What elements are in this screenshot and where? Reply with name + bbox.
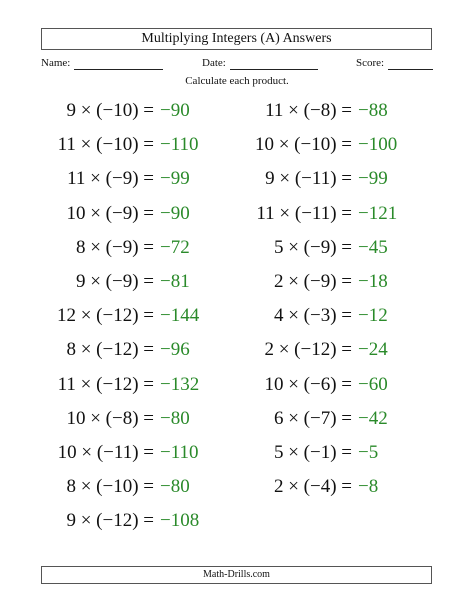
problem-expression-text: 10 × (−8) = (66, 407, 154, 429)
problem-answer: −81 (160, 271, 190, 292)
problem-answer: −8 (358, 476, 379, 498)
problem-answer: −90 (160, 100, 190, 121)
problem-answer: −90 (160, 202, 190, 224)
problem-expression (0, 96, 352, 126)
problem-expression-text: 9 × (−12) = (66, 510, 154, 532)
problem-expression-text: 10 × (−10) = (254, 134, 352, 156)
problem-expression (0, 199, 352, 229)
problem-expression-text: 5 × (−1) = (273, 442, 352, 463)
problem-expression-text: 11 × (−12) = (57, 373, 154, 395)
problem-answer: −88 (358, 100, 388, 121)
instructions: Calculate each product. (185, 75, 289, 87)
problem-expression (0, 130, 352, 160)
problem-expression (0, 301, 352, 331)
problem-expression (0, 472, 352, 502)
problem-answer: −80 (160, 407, 190, 429)
problem-expression-text: 2 × (−12) = (264, 339, 352, 361)
problem-expression-text: 4 × (−3) = (273, 305, 352, 327)
problem-expression-text: 5 × (−9) = (273, 236, 352, 258)
problem-expression-text: 11 × (−9) = (67, 168, 154, 190)
score-label: Score: (356, 57, 385, 69)
date-blank (230, 69, 318, 70)
problem-expression-text: 8 × (−10) = (66, 476, 154, 498)
problem-answer: −144 (160, 305, 200, 327)
problem-expression (0, 506, 154, 536)
problem-expression (0, 267, 352, 297)
problem-answer: −100 (358, 134, 398, 156)
problem-expression-text: 9 × (−11) = (265, 168, 352, 190)
problem-expression-text: 11 × (−11) = (256, 202, 352, 224)
problem-expression (0, 335, 352, 365)
problem-answer: −24 (358, 339, 388, 361)
problem-answer: −96 (160, 339, 190, 361)
problem-expression-text: 10 × (−11) = (57, 442, 154, 463)
footer-site: Math-Drills.com (41, 566, 432, 584)
problem-answer: −45 (358, 236, 388, 258)
problem-answer: −108 (160, 510, 200, 532)
name-label: Name: (41, 57, 71, 69)
problem-expression-text: 11 × (−8) = (265, 100, 352, 121)
problem-expression-text: 9 × (−10) = (66, 100, 154, 121)
worksheet-title: Multiplying Integers (A) Answers (41, 28, 432, 50)
problem-expression-text: 8 × (−12) = (66, 339, 154, 361)
problem-expression (0, 438, 352, 468)
problem-answer: −12 (358, 305, 388, 327)
problem-expression-text: 9 × (−9) = (75, 271, 154, 292)
problem-expression (0, 164, 352, 194)
problem-expression (0, 404, 352, 434)
problem-answer: −80 (160, 476, 190, 498)
problem-answer: −121 (358, 202, 398, 224)
problem-expression-text: 8 × (−9) = (75, 236, 154, 258)
date-label: Date: (202, 57, 226, 69)
name-blank (74, 69, 163, 70)
problem-answer: −99 (160, 168, 190, 190)
problem-expression-text: 6 × (−7) = (273, 407, 352, 429)
problem-expression-text: 2 × (−9) = (273, 271, 352, 292)
problem-answer: −42 (358, 407, 388, 429)
problem-expression-text: 2 × (−4) = (273, 476, 352, 498)
problem-expression-text: 10 × (−6) = (264, 373, 352, 395)
problem-answer: −110 (160, 134, 199, 156)
problem-answer: −132 (160, 373, 200, 395)
problem-expression-text: 12 × (−12) = (56, 305, 154, 327)
problem-answer: −110 (160, 442, 199, 463)
problem-expression-text: 10 × (−9) = (66, 202, 154, 224)
score-blank (388, 69, 433, 70)
problem-expression (0, 370, 352, 400)
problem-answer: −5 (358, 442, 379, 463)
problem-answer: −72 (160, 236, 190, 258)
problem-answer: −60 (358, 373, 388, 395)
problem-expression-text: 11 × (−10) = (57, 134, 154, 156)
problem-answer: −18 (358, 271, 388, 292)
problem-expression (0, 233, 352, 263)
problem-answer: −99 (358, 168, 388, 190)
